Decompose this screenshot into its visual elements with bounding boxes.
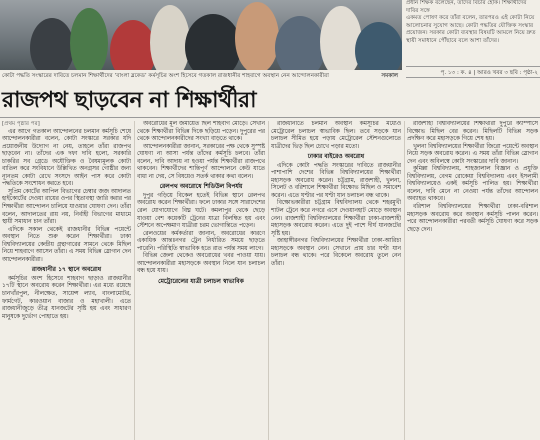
paragraph: এর আগে গতকাল আন্দোলনের চলমান কর্মসূচি শেষে আন্দোলনকারীরা বলেন, কোটা সংস্কারে সরকার যদি প্রয়োজনীয় উদ্যোগ না নেয়, তাহলে তাঁরা রাজপথ ছাড়বেন না। তাঁদের এক দফা দাবি হলো, সরকারি চাকরির সব গ্রেডে অযৌক্তিক ও বৈষম্যমূলক কোটা বাতিল করে সংবিধানে উল্লিখিত অনগ্রসর গোষ্ঠীর জন্য ন্যূনতম কোটা রেখে সংসদে আইন পাস করে কোটা পদ্ধতিকে সংশোধন করতে হবে। xyxy=(2,128,131,188)
photo-figure xyxy=(150,5,190,70)
paragraph: এদিকে সকাল থেকেই রাজধানীর বিভিন্ন পয়েন্টে অবস্থান নিতে শুরু করেন শিক্ষার্থীরা। ঢাকা বিশ্ববিদ্যালয়ের কেন্দ্রীয় গ্রন্থাগারের সামনে থেকে মিছিল নিয়ে শাহবাগে আসেন তাঁরা। এ সময় বিভিন্ন স্লোগান দেন আন্দোলনকারীরা। xyxy=(2,226,131,263)
page-reference: পৃ. ১৩ : ক. ৪ | আরও খবর ৩ ছবি : পৃষ্ঠা-২ xyxy=(406,66,540,78)
paragraph: আন্দোলনকারীরা জানান, সরকারের পক্ষ থেকে সুস্পষ্ট ঘোষণা না আসা পর্যন্ত তাঁদের কর্মসূচি চলবে। তাঁরা বলেন, দাবি আদায় না হওয়া পর্যন্ত শিক্ষার্থীরা রাজপথে থাকবেন। শিক্ষার্থীদের শান্তিপূর্ণ আন্দোলনে কেউ যাতে বাধা না দেয়, সে বিষয়েও সতর্ক থাকার কথা বলেন। xyxy=(137,143,265,180)
article-column-4 xyxy=(407,121,538,440)
column-divider xyxy=(134,121,135,440)
snippet-line: প্রধান শিক্ষক বলেছেন, তাঁদের বিচার হোক। শিক্ষার্থীদের দাবির সঙ্গে xyxy=(406,0,527,14)
protest-photo xyxy=(0,0,402,70)
photo-figure xyxy=(275,16,325,70)
photo-credit: সমকাল xyxy=(378,71,398,81)
paragraph: রাজশাহী বিশ্ববিদ্যালয়ের শিক্ষার্থীরা দুপুরে ক্যাম্পাসে বিক্ষোভ মিছিল বের করেন। মিছিলটি বিভিন্ন সড়ক প্রদক্ষিণ করে মহাসড়কে গিয়ে শেষ হয়। xyxy=(407,121,538,143)
headline: রাজপথ ছাড়বেন না শিক্ষার্থীরা xyxy=(2,88,257,113)
paragraph: কুমিল্লা বিশ্ববিদ্যালয়, শাহজালাল বিজ্ঞান ও প্রযুক্তি বিশ্ববিদ্যালয়, বেগম রোকেয়া বিশ্ববিদ্যালয় এবং ইসলামী বিশ্ববিদ্যালয়েও একই কর্মসূচি পালিত হয়। শিক্ষার্থীরা বলেন, দাবি মেনে না নেওয়া পর্যন্ত তাঁদের আন্দোলন অব্যাহত থাকবে। xyxy=(407,166,538,203)
column-divider xyxy=(268,121,269,440)
paragraph: বরিশাল বিশ্ববিদ্যালয়ের শিক্ষার্থীরা ঢাকা-বরিশাল মহাসড়ক অবরোধ করে অবস্থান কর্মসূচি পালন করেন। পরে আন্দোলনকারীরা পরবর্তী কর্মসূচি ঘোষণা করে সড়ক ছেড়ে দেন। xyxy=(407,204,538,233)
headline-rule xyxy=(0,117,540,118)
article-column-3 xyxy=(271,121,401,440)
paragraph: দুপুর গড়িয়ে বিকেল হতেই বিভিন্ন স্থানে রেলপথ অবরোধ করেন শিক্ষার্থীরা। ফলে ঢাকার সঙ্গে সারাদেশের রেল যোগাযোগে বিঘ্ন ঘটে। কমলাপুর থেকে ছেড়ে যাওয়া বেশ কয়েকটি ট্রেনের যাত্রা বিলম্বিত হয় এবং স্টেশনে অপেক্ষমাণ যাত্রীরা চরম ভোগান্তিতে পড়েন। xyxy=(137,192,265,230)
paragraph: কর্মসূচির অংশ হিসেবে শাহবাগ ছাড়াও রাজধানীর ১৭টি স্থানে অবরোধ করেন শিক্ষার্থীরা। এর মধ্যে রয়েছে চানখাঁরপুল, নীলক্ষেত, সায়েন্স ল্যাব, বাংলামোটর, ফার্মগেট, কারওয়ান বাজার ও মহাখালী। এতে রাজধানীজুড়ে তীব্র যানজটের সৃষ্টি হয় এবং সাধারণ মানুষকে দুর্ভোগ পোহাতে হয়। xyxy=(2,275,131,320)
subheading: ঢাকার বাইরেও অবরোধ xyxy=(307,153,365,161)
article-column-2 xyxy=(137,121,265,440)
snippet-line: একমত পোষণ করে তাঁরা বলেন, তারপরও এই কোটা নিয়ে আলোচনার সুযোগ আছে। কোটা পদ্ধতির যৌক্তিক সংস্কার xyxy=(406,15,535,29)
subheading: মেট্রোরেলের যাত্রী চলাচল স্বাভাবিক xyxy=(158,277,244,285)
side-story-snippet xyxy=(406,0,540,60)
photo-caption xyxy=(2,71,400,81)
paragraph: এদিকে কোটা পদ্ধতি সংস্কারের দাবিতে রাজধানীর পাশাপাশি দেশের বিভিন্ন বিশ্ববিদ্যালয়ের শিক্ষার্থীরা মহাসড়ক অবরোধ করেন। চট্টগ্রাম, রাজশাহী, খুলনা, সিলেট ও বরিশালে শিক্ষার্থীরা বিক্ষোভ মিছিল ও সমাবেশ করেন। এতে ঘণ্টার পর ঘণ্টা যান চলাচল বন্ধ থাকে। xyxy=(271,162,401,199)
article-column-1 xyxy=(2,121,131,440)
photo-figure xyxy=(70,8,108,70)
paragraph: রেলওয়ের কর্মকর্তারা জানান, অবরোধের কারণে একাধিক আন্তঃনগর ট্রেন নির্ধারিত সময়ে ছাড়তে পারেনি। পরিস্থিতি স্বাভাবিক হতে রাত পর্যন্ত সময় লাগে। xyxy=(137,230,265,252)
paragraph: অবরোধের মূল জমায়েত ছিল শাহবাগ মোড়ে। সেখান থেকে শিক্ষার্থীরা বিভিন্ন দিকে ছড়িয়ে পড়েন। দুপুরের পর থেকে আন্দোলনকারীদের সংখ্যা বাড়তে থাকে। xyxy=(137,121,265,143)
paragraph: বিক্ষোভকারীরা চট্টগ্রাম বিশ্ববিদ্যালয় থেকে শহরমুখী শাটল ট্রেনে করে নগরে এসে দেওয়ানহাট মোড়ে অবস্থান নেন। রাজশাহী বিশ্ববিদ্যালয়ের শিক্ষার্থীরা ঢাকা-রাজশাহী মহাসড়ক অবরোধ করেন। এতে দুই পাশে দীর্ঘ যানজটের সৃষ্টি হয়। xyxy=(271,200,401,237)
paragraph: [প্রথম পৃষ্ঠার পর] xyxy=(2,121,40,127)
photo-figure xyxy=(185,14,241,70)
snippet-line: প্রয়োজন। সরকার কোটা ব্যবস্থার বিষয়টি আমলে নিয়ে দ্রুত স্থায়ী সমাধানে পৌঁছাবে বলে আশা তাঁদের। xyxy=(406,30,536,44)
paragraph: খুলনা বিশ্ববিদ্যালয়ের শিক্ষার্থীরা জিরো পয়েন্টে অবস্থান নিয়ে সড়ক অবরোধ করেন। এ সময় তাঁরা বিভিন্ন স্লোগান দেন এবং অবিলম্বে কোটা সংস্কারের দাবি জানান। xyxy=(407,143,538,165)
photo-figure xyxy=(30,18,74,70)
photo-figure xyxy=(355,22,402,70)
subheading: রেলপথ অবরোধে শিডিউল বিপর্যয় xyxy=(159,183,243,191)
paragraph: জাহাঙ্গীরনগর বিশ্ববিদ্যালয়ের শিক্ষার্থীরা ঢাকা-আরিচা মহাসড়কে অবস্থান নেন। সেখানে প্রায় চার ঘণ্টা যান চলাচল বন্ধ থাকে। পরে বিকেলে অবরোধ তুলে নেন তাঁরা। xyxy=(271,238,401,267)
paragraph: বিভিন্ন জেলা থেকেও অবরোধের খবর পাওয়া যায়। আন্দোলনকারীরা মহাসড়কে অবস্থান নিলে যান চলাচল বন্ধ হয়ে যায়। xyxy=(137,253,265,275)
paragraph: সুপ্রিম কোর্টের আপিল বিভাগের চেম্বার জজ আদালত হাইকোর্টের দেওয়া রায়ের ওপর স্থিতাবস্থা জারি করার পর শিক্ষার্থীরা আন্দোলন চালিয়ে যাওয়ার ঘোষণা দেন। তাঁরা বলেন, আদালতের রায় নয়, নির্বাহী বিভাগের মাধ্যমে স্থায়ী সমাধান চান তাঁরা। xyxy=(2,188,131,226)
subheading: রাজধানীর ১৭ স্থানে অবরোধ xyxy=(31,266,102,274)
photo-figure xyxy=(235,2,279,70)
caption-text: কোটা পদ্ধতি সংস্কারের দাবিতে চলমান শিক্ষার্থীদের ‘বাংলা ব্লকেড’ কর্মসূচির অংশ হিসেবে গতকাল রাজধানীর শাহবাগে অবস্থান নেন আন্দোলনকারীরা xyxy=(2,73,329,79)
column-divider xyxy=(404,121,405,440)
paragraph: রাজধানীতে চলমান অবস্থান কর্মসূচির মধ্যেও মেট্রোরেল চলাচল স্বাভাবিক ছিল। তবে সড়কে যান চলাচল সীমিত হয়ে পড়ায় মেট্রোরেল স্টেশনগুলোতে যাত্রীদের ভিড় ছিল চোখে পড়ার মতো। xyxy=(271,121,401,150)
